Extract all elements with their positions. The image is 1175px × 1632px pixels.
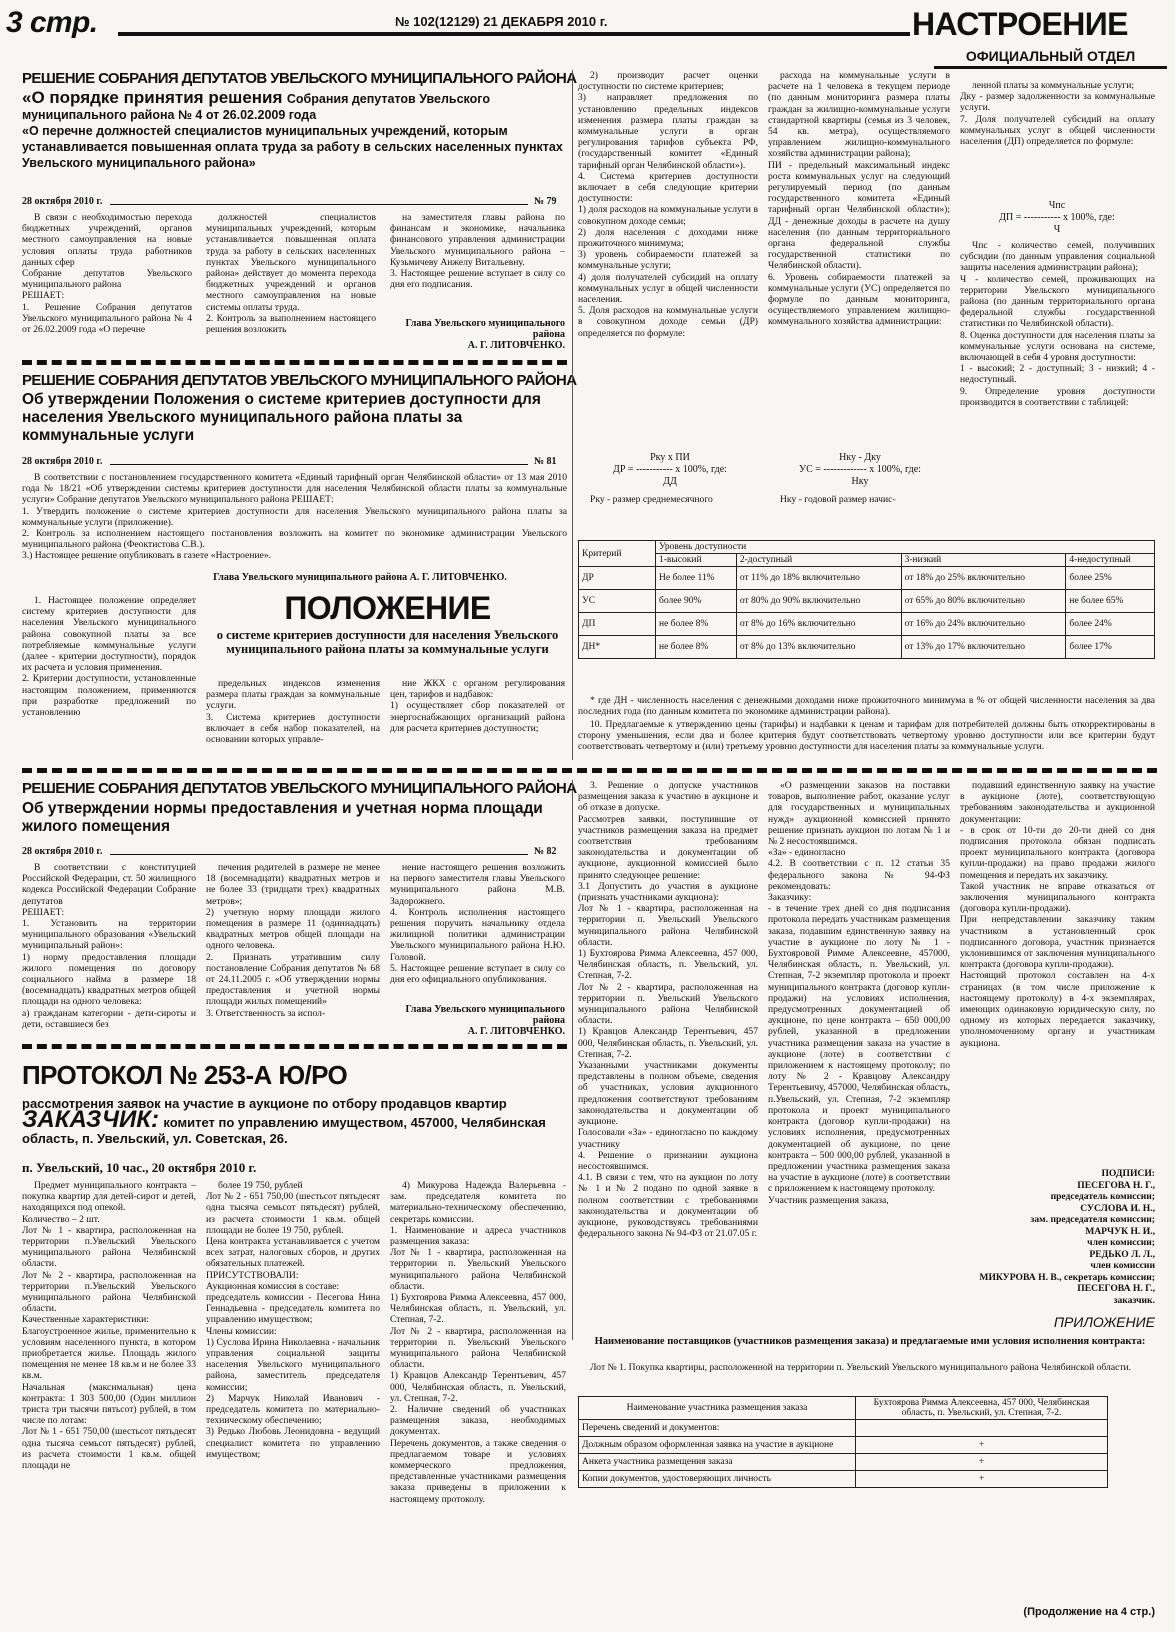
protocol-subtitle: рассмотрения заявок на участие в аукционе по отбору продавцов квартир: [22, 1096, 507, 1111]
appendix-header-participant: Наименование участника размещения заказа: [579, 1397, 856, 1420]
criteria-value-cell: Не более 11%: [656, 567, 737, 590]
criteria-value-cell: не более 8%: [656, 613, 737, 636]
decision1-title-c: «О перечне должностей специалистов муниципальных учреждений, которым устанавливается повышенная оплата труда за работу в сельских населенных пунктах Увельского муниципального района»: [22, 124, 563, 170]
polozhenie-m3-tail: Чпс - количество семей, получивших субсидии (по данным управления социальной защиты населения администрации района); Ч - количество семей, проживающих на территории Увельского муниципального района (по данным территориального органа федеральной службы государственной статистики по Челябинской области). 8. Оценка доступности для населения платы за коммунальные услуги основана на системе, включающей в себя 4 уровня доступности: 1 - высокий; 2 - доступный; 3 - низкий; 4 - недоступный. 9. Определение уровня доступности производится в соответствии с таблицей:: [960, 240, 1155, 408]
appendix-table: [578, 1396, 1108, 1488]
criteria-value-cell: более 90%: [656, 590, 737, 613]
polozhenie-c1: предельных индексов изменения размера платы граждан за коммунальные услуги. 3. Система критериев доступности включает в себя набор показателей, на основании которых управле-: [206, 678, 380, 746]
table-row: [579, 567, 1155, 590]
protocol-signatures: [960, 1168, 1155, 1306]
protocol-col3: 4) Микурова Надежда Валерьевна - зам. председателя комитета по материально-техническому обеспечению, секретарь комиссии. 1. Наименование и адреса участников размещения заказа: Лот № 1 - квартира, расположенная на территории п. Увельский Увельского муниципального района Челябинской области. 1) Бухтоярова Римма Алексеевна, 457 000, Челябинская область, п. Увельский, ул. Степная, 7-2. Лот № 2 - квартира, расположенная на территории п. Увельский Увельского муниципального района Челябинской области. 1) Кравцов Александр Терентьевич, 457 000, Челябинская область, п. Увельский, ул. Степная, 7-2. 2. Наличие сведений об участниках размещения заказа, необходимых документах. Перечень документов, а также сведения о предлагаемом товаре и условиях коммерческого предложения, представленные участниками размещения заказа приведены в приложении к настоящему протоколу.: [390, 1180, 566, 1505]
signature-line: зам. председателя комиссии;: [1030, 1214, 1155, 1225]
decision3-col3: нение настоящего решения возложить на первого заместителя главы Увельского муниципального района М.В. Задорожнего. 4. Контроль исполнения настоящего решения поручить начальнику отдела жилищной политики администрации Увельского муниципального района Н.Ю. Головой. 5. Настоящее решение вступает в силу со дня его официального опубликования.: [390, 862, 565, 986]
signature-line: ПЕСЕГОВА Н. Г.,: [1077, 1283, 1155, 1294]
appendix-mark-cell: +: [856, 1454, 1108, 1471]
decision3-number: № 82: [534, 846, 557, 857]
protocol-col1: Предмет муниципального контракта – покупка квартир для детей-сирот и детей, находящихся под опекой. Количество – 2 шт. Лот № 1 - квартира, расположенная на территории п.Увельский Увельского муниципального района Челябинской области. Лот № 2 - квартира, расположенная на территории п.Увельский Увельского муниципального района Челябинской области. Качественные характеристики: Благоустроенное жилье, применительно к условиям населенного пункта, в котором приобретается жилье. Площадь жилого помещения не менее 18 кв.м и не более 33 кв.м. Начальная (максимальная) цена контракта: 1 303 500,00 (Один миллион триста три тысячи пятьсот) рублей, в том числе по лотам: Лот № 1 - 651 750,00 (шестьсот пятьдесят одна тысяча семьсот пятьдесят) рублей, из расчета стоимости 1 кв.м. общей площади не: [22, 1180, 196, 1472]
separator-1: [22, 360, 567, 365]
criteria-value-cell: более 25%: [1066, 567, 1155, 590]
criteria-value-cell: от 8% до 16% включительно: [736, 613, 901, 636]
criteria-table: [578, 540, 1155, 659]
decision3-title: Об утверждении нормы предоставления и учетная норма площади жилого помещения: [22, 800, 543, 835]
criteria-value-cell: не более 65%: [1066, 590, 1155, 613]
polozhenie-m2: расхода на коммунальные услуги в расчете на 1 человека в текущем периоде (по данным мониторинга размера платы граждан за жилищно-коммунальные услуги стандартной квартиры (семья из 3 человек, 54 кв. метра), осуществляемого управлением жилищно-коммунального хозяйства администрации района); ПИ - предельный максимальный индекс роста коммунальных услуг на следующий регулируемый период (по данным государственного комитета «Единый тарифный орган Челябинской области»); ДД - денежные доходы в расчете на душу населения (по данным территориального органа федеральной службы государственной статистики по Челябинской области). 6. Уровень собираемости платежей за коммунальные услуги (УС) определяется по формуле по данным мониторинга, осуществляемого управлением жилищно-коммунального хозяйства администрации:: [768, 70, 950, 328]
appendix-header-name: Бухтоярова Римма Алексеевна, 457 000, Челябинская область, п. Увельский, ул. Степная, 7-2.: [856, 1397, 1108, 1420]
section-label: ОФИЦИАЛЬНЫЙ ОТДЕЛ: [934, 48, 1167, 69]
decision1-col2: должностей специалистов муниципальных учреждений, которым устанавливается повышенная оплата труда за работу в сельских населенных пунктах Увельского муниципального района» действует до момента перехода бюджетных учреждений и органов местного самоуправления на новые системы оплаты труда. 2. Контроль за выполнением настоящего решения возложить: [206, 212, 376, 336]
decision3-signature: [390, 1004, 565, 1037]
appendix-label: ПРИЛОЖЕНИЕ: [1053, 1314, 1155, 1330]
protocol-title: ПРОТОКОЛ № 253-А Ю/РО: [22, 1060, 348, 1090]
criteria-value-cell: от 18% до 25% включительно: [901, 567, 1066, 590]
decision3-sig-line2: А. Г. ЛИТОВЧЕНКО.: [467, 1026, 565, 1037]
decision2-number: № 81: [534, 456, 557, 467]
protocol-col2: более 19 750, рублей Лот № 2 - 651 750,00 (шестьсот пятьдесят одна тысяча семьсот пятьдесят) рублей, из расчета стоимости 1 кв.м. общей площади не более 19 750, рублей. Цена контракта устанавливается с учетом всех затрат, налоговых сборов, и других обязательных платежей. ПРИСУТСТВОВАЛИ: Аукционная комиссия в составе: председатель комиссии - Песегова Нина Геннадьевна - председатель комитета по управлению имуществом; Члены комиссии: 1) Суслова Ирина Николаевна - начальник управления социальной защиты населения Увельского муниципального района, заместитель председателя комиссии; 2) Марчук Николай Иванович - председатель комитета по материально-техническому обеспечению; 3) Редько Любовь Леонидовна - ведущий специалист комитета по управлению имуществом;: [206, 1180, 380, 1460]
table-row: [579, 1454, 1108, 1471]
table-row: [579, 636, 1155, 659]
criteria-name-cell: ДП: [579, 613, 656, 636]
signature-line: СУСЛОВА И. Н.,: [1080, 1202, 1155, 1214]
decision1-col3: на заместителя главы района по финансам и экономике, начальника финансового управления администрации Увельского муниципального района – Кузьмичеву Анжелу Витальевну. 3. Настоящее решение вступает в силу со дня его подписания.: [390, 212, 565, 291]
appendix-title: Наименование поставщиков (участников размещения заказа) и предлагаемые ими условия исполнения контракта:: [594, 1336, 1146, 1347]
customer-text: комитет по управлению имуществом, 457000, Челябинская область, п. Увельский, ул. Советская, 26.: [22, 1115, 546, 1146]
decision2-body: В соответствии с постановлением государственного комитета «Единый тарифный орган Челябинской области» от 13 мая 2010 года № 18/21 «Об утверждении системы критериев доступности для населения Челябинской области платы за коммунальные услуги» Собрание депутатов Увельского муниципального района РЕШАЕТ: 1. Утвердить положение о системе критериев доступности для населения Увельского муниципального района платы за коммунальные услуги (приложение). 2. Контроль за исполнением настоящего постановления возложить на комитет по экономике администрации Увельского муниципального района (Феоктистова С.В.). 3.) Настоящее решение опубликовать в газете «Настроение».: [22, 472, 567, 562]
separator-3: [22, 1044, 567, 1049]
decision3-col1: В соответствии с конституцией Российской Федерации, ст. 50 жилищного кодекса Российской Федерации Собрание депутатов РЕШАЕТ: 1. Установить на территории муниципального образования «Увельский муниципальный район»: 1) норму предоставления площади жилого помещения по договору социального найма в размере 18 (восемнадцать) квадратных метров общей площади на одного человека: а) гражданам категории - дети-сироты и дети, оставшиеся без: [22, 862, 196, 1030]
decision3-date: 28 октября 2010 г.: [22, 846, 103, 857]
polozhenie-m3: ленной платы за коммунальные услуги; Дку - размер задолженности за коммунальные услуги. 7. Доля получателей субсидий на оплату коммунальных услуг в общей численности населения (ДП) определяется по формуле:: [960, 80, 1155, 148]
protocol-place: п. Увельский, 10 час., 20 октября 2010 г.: [22, 1160, 257, 1175]
criteria-value-cell: от 80% до 90% включительно: [736, 590, 901, 613]
protocol-customer: [22, 1106, 567, 1147]
criteria-name-cell: УС: [579, 590, 656, 613]
criteria-value-cell: от 8% до 13% включительно: [736, 636, 901, 659]
polozhenie-title: ПОЛОЖЕНИЕ: [284, 590, 491, 626]
criteria-name-cell: ДР: [579, 567, 656, 590]
signature-line: МИКУРОВА Н. В., секретарь комиссии;: [979, 1271, 1155, 1283]
polozhenie-c2: ние ЖКХ с органом регулирования цен, тарифов и надбавок: 1) осуществляет сбор показателей от энергоснабжающих организаций района для расчета критериев доступности;: [390, 678, 565, 734]
appendix-mark-cell: +: [856, 1471, 1108, 1488]
decision2-date-rule: [110, 464, 528, 465]
criteria-value-cell: от 16% до 24% включительно: [901, 613, 1066, 636]
table-row: [579, 1471, 1108, 1488]
paper-name: НАСТРОЕНИЕ: [912, 6, 1128, 42]
signature-line: РЕДЬКО Л. Л.,: [1089, 1248, 1155, 1260]
decision1-number: № 79: [534, 196, 557, 207]
table-row: [579, 590, 1155, 613]
decision3-date-rule: [110, 854, 528, 855]
decision1-kicker: РЕШЕНИЕ СОБРАНИЯ ДЕПУТАТОВ УВЕЛЬСКОГО МУНИЦИПАЛЬНОГО РАЙОНА: [22, 70, 577, 87]
table-row: [579, 613, 1155, 636]
signature-line: член комиссии: [1090, 1260, 1155, 1271]
masthead-rule: [118, 32, 910, 36]
criteria-level-1: 1-высокий: [656, 554, 737, 567]
decision3-kicker: РЕШЕНИЕ СОБРАНИЯ ДЕПУТАТОВ УВЕЛЬСКОГО МУНИЦИПАЛЬНОГО РАЙОНА: [22, 780, 577, 797]
criteria-value-cell: от 65% до 80% включительно: [901, 590, 1066, 613]
table-row: [579, 1437, 1108, 1454]
decision1-date: 28 октября 2010 г.: [22, 196, 103, 207]
column-rule-lower: [572, 780, 573, 1340]
signature-line: председатель комиссии;: [1050, 1191, 1155, 1202]
criteria-name-cell: ДН*: [579, 636, 656, 659]
issue-date: № 102(12129) 21 ДЕКАБРЯ 2010 г.: [395, 14, 608, 29]
decision2-kicker: РЕШЕНИЕ СОБРАНИЯ ДЕПУТАТОВ УВЕЛЬСКОГО МУНИЦИПАЛЬНОГО РАЙОНА: [22, 372, 577, 389]
polozhenie-subtitle: о системе критериев доступности для населения Увельского муниципального района платы за коммунальные услуги: [216, 628, 559, 656]
column-rule-mid: [572, 70, 573, 760]
decision3-sig-line1: Глава Увельского муниципального района: [405, 1004, 565, 1026]
protocol-col4: 3. Решение о допуске участников размещения заказа к участию в аукционе и об отказе в допуске. Рассмотрев заявки, поступившие от участников размещения заказа на предмет соответствия требованиям законодательства и документации об аукционе, аукционной комиссией было принято следующее решение: 3.1 Допустить до участия в аукционе (признать участниками аукциона): Лот № 1 - квартира, расположенная на территории п. Увельский Увельского муниципального района Челябинской области. 1) Бухтоярова Римма Алексеевна, 457 000, Челябинская область, п. Увельский, ул. Степная, 7-2. Лот № 2 - квартира, расположенная на территории п. Увельский Увельского муниципального района Челябинской области. 1) Кравцов Александр Терентьевич, 457 000, Челябинская область, п. Увельский, ул. Степная, 7-2. Указанными участниками документы представлены в полном объеме, сведения об участниках, условия аукционного предложения соответствуют требованиям законодательства и документации об аукционе. Голосовали «За» - единогласно по каждому участнику 4. Решение о признании аукциона несостоявшимся. 4.1. В связи с тем, что на аукцион по лоту № 1 и № 2 подано по одной заявке в полном соответствии с требованиями законодательства и документации об аукционе, руководствуясь требованиями федерального закона № 94-ФЗ от 21.07.05 г.: [578, 780, 758, 1240]
polozhenie-m1-tail: Рку - размер среднемесячного: [590, 494, 713, 505]
appendix-item-cell: Перечень сведений и документов:: [579, 1420, 856, 1437]
signature-line: член комиссии;: [1087, 1237, 1155, 1248]
decision1-signature: [390, 318, 565, 351]
decision1-col1: В связи с необходимостью перехода бюджетных учреждений, органов местного самоуправления на новые условия оплаты труда работников данных сфер Собрание депутатов Увельского муниципального района РЕШАЕТ: 1. Решение Собрания депутатов Увельского муниципального района № 4 от 26.02.2009 года «О перечне: [22, 212, 192, 336]
criteria-value-cell: от 13% до 17% включительно: [901, 636, 1066, 659]
separator-2: [22, 768, 1157, 773]
criteria-value-cell: от 11% до 18% включительно: [736, 567, 901, 590]
appendix-item-cell: Копии документов, удостоверяющих личность: [579, 1471, 856, 1488]
polozhenie-formula-us: Нку - Дку УС = ------------- х 100%, где: Нку: [799, 452, 921, 487]
criteria-level-3: 3-низкий: [901, 554, 1066, 567]
polozhenie-p10: 10. Предлагаемые к утверждению цены (тарифы) и надбавки к ценам и тарифам для потребителей должны быть откорректированы в сторону уменьшения, если два и более критерия будут соответствовать четвертому уровню доступности или все критерии будут соответствовать четвертому и (или) третьему уровню доступности для населения платы за коммунальные услуги.: [578, 719, 1155, 753]
decision2-signature: Глава Увельского муниципального района А. Г. ЛИТОВЧЕНКО.: [213, 572, 507, 583]
criteria-header-level: Уровень доступности: [656, 541, 1155, 554]
decision3-col2: печения родителей в размере не менее 18 (восемнадцати) квадратных метров и не более 33 (тридцати трех) квадратных метров»; 2) учетную норму площади жилого помещения в размере 11 (одиннадцать) квадратных метров общей площади на одного человека. 2. Признать утратившим силу постановление Собрания депутатов № 68 от 24.11.2005 г. «Об утверждении нормы предоставления и учетной нормы площади жилых помещений» 3. Ответственность за испол-: [206, 862, 380, 1019]
decision1-sig-line2: А. Г. ЛИТОВЧЕНКО.: [467, 340, 565, 351]
criteria-value-cell: более 24%: [1066, 613, 1155, 636]
decision1-title-b: Собрания депутатов Увельского муниципального района № 4 от 26.02.2009 года: [22, 92, 490, 122]
polozhenie-formula-dr: Рку х ПИ ДР = ----------- х 100%, где: ДД: [613, 452, 727, 487]
criteria-level-4: 4-недоступный: [1066, 554, 1155, 567]
polozhenie-left: 1. Настоящее положение определяет систему критериев доступности для населения Увельского муниципального района совокупной платы за все потребляемые коммунальные услуги (далее - критерии доступности), порядок их расчета и условия применения. 2. Критерии доступности, установленные настоящим положением, применяются при разработке предложений по установлению: [22, 595, 196, 719]
appendix-item-cell: Должным образом оформленная заявка на участие в аукционе: [579, 1437, 856, 1454]
decision1-title-a: «О порядке принятия решения: [22, 88, 283, 107]
criteria-level-2: 2-доступный: [736, 554, 901, 567]
criteria-header-criterion: Критерий: [579, 541, 656, 567]
table-row: [579, 1420, 1108, 1437]
polozhenie-m2-tail: Нку - годовой размер начис-: [780, 494, 896, 505]
protocol-col5: «О размещении заказов на поставки товаров, выполнение работ, оказание услуг для государственных и муниципальных нужд» аукционной комиссией принято решение признать аукцион по лотам № 1 и № 2 несостоявшимся. «За» - единогласно 4.2. В соответствии с п. 12 статьи 35 федерального закона № 94-ФЗ рекомендовать: Заказчику: - в течение трех дней со дня подписания протокола передать участникам размещения заказа, подавшим единственную заявку на участие в аукционе по лоту № 1 - Бухтояровой Римме Алексеевне, 457000, Челябинская область, п. Увельский, ул. Степная, 7-2 экземпляр протокола и проект муниципального контракта (договор купли-продажи) на условиях исполнения, предусмотренных документацией об аукционе, по цене контракта – 650 000,00 рублей, указанной в предложении участника размещения заказа на участие в аукционе (лоте) в соответствии с приложением к настоящему протоколу; по лоту № 2 - Кравцову Александру Терентьевичу, 457000, Челябинская область, п.Увельский, ул. Степная, 7-2 экземпляр протокола и проект муниципального контракта (договор купли-продажи) на условиях исполнения, предусмотренных документацией об аукционе, по цене контракта – 500 000,00 рублей, указанной в предложении участника размещения заказа на участие в аукционе (лоте) в соответствии с приложением к настоящему протоколу. Участник размещения заказа,: [768, 780, 950, 1206]
customer-label: ЗАКАЗЧИК:: [22, 1106, 159, 1133]
polozhenie-formula-dp: Чпс ДП = ----------- х 100%, где: Ч: [999, 200, 1115, 235]
polozhenie-m1: 2) производит расчет оценки доступности по системе критериев; 3) направляет предложения по установлению предельных индексов изменения размера платы граждан за коммунальные услуги в орган регулирования тарифов субъекта РФ, (государственный комитет «Единый тарифный орган Челябинской области»). 4. Система критериев доступности включает в себя следующие критерии доступности: 1) доля расходов на коммунальные услуги в совокупном доходе семьи; 2) доля населения с доходами ниже прожиточного минимума; 3) уровень собираемости платежей за коммунальные услуги; 4) доля получателей субсидий на оплату коммунальных услуг в общей численности населения. 5. Доля расходов на коммунальные услуги в совокупном доходе семьи (ДР) определяется по формуле:: [578, 70, 758, 339]
appendix-item-cell: Анкета участника размещения заказа: [579, 1454, 856, 1471]
appendix-mark-cell: [856, 1420, 1108, 1437]
decision1-title: [22, 90, 567, 171]
decision1-date-rule: [110, 204, 528, 205]
decision2-title: Об утверждении Положения о системе критериев доступности для населения Увельского муниципального района платы за коммунальные услуги: [22, 391, 541, 444]
appendix-mark-cell: +: [856, 1437, 1108, 1454]
decision1-sig-line1: Глава Увельского муниципального района: [405, 318, 565, 340]
appendix-lot: Лот № 1. Покупка квартиры, расположенной на территории п. Увельский Увельского муниципального района Челябинской области.: [590, 1362, 1132, 1373]
protocol-col6: подавший единственную заявку на участие в аукционе (лоте), соответствующую требованиям законодательства и аукционной документации: - в срок от 10-ти до 20-ти дней со дня подписания протокола обязан подписать проект муниципального контракта (договора купли-продажи) на право продажи жилого помещения и передать их заказчику. Такой участник не вправе отказаться от заключения муниципального контракта (договора купли-продажи). При непредставлении заказчику таким участником в установленный срок подписанного договора, участник признается уклонившимся от заключения муниципального контракта (договора купли-продажи). Настоящий протокол составлен на 4-х страницах (в том числе приложение к настоящему протоколу) в 4-х экземплярах, имеющих одинаковую юридическую силу, по одному из которых передается заказчику, уполномоченному органу и участникам аукциона.: [960, 780, 1155, 1049]
page-number: 3 стр.: [6, 6, 98, 39]
signature-line: ПЕСЕГОВА Н. Г.,: [1077, 1179, 1155, 1191]
criteria-value-cell: не более 8%: [656, 636, 737, 659]
signature-line: ПОДПИСИ:: [1101, 1168, 1155, 1179]
criteria-note: * где ДН - численность населения с денежными доходами ниже прожиточного минимума в % от общей численности населения за два последних года (по данным комитета по экономике администрации района).: [578, 695, 1155, 718]
signature-line: заказчик.: [1113, 1294, 1155, 1306]
decision2-date: 28 октября 2010 г.: [22, 456, 103, 467]
signature-line: МАРЧУК Н. И.,: [1085, 1225, 1155, 1237]
criteria-value-cell: более 17%: [1066, 636, 1155, 659]
continued-note: (Продолжение на 4 стр.): [1023, 1606, 1155, 1618]
